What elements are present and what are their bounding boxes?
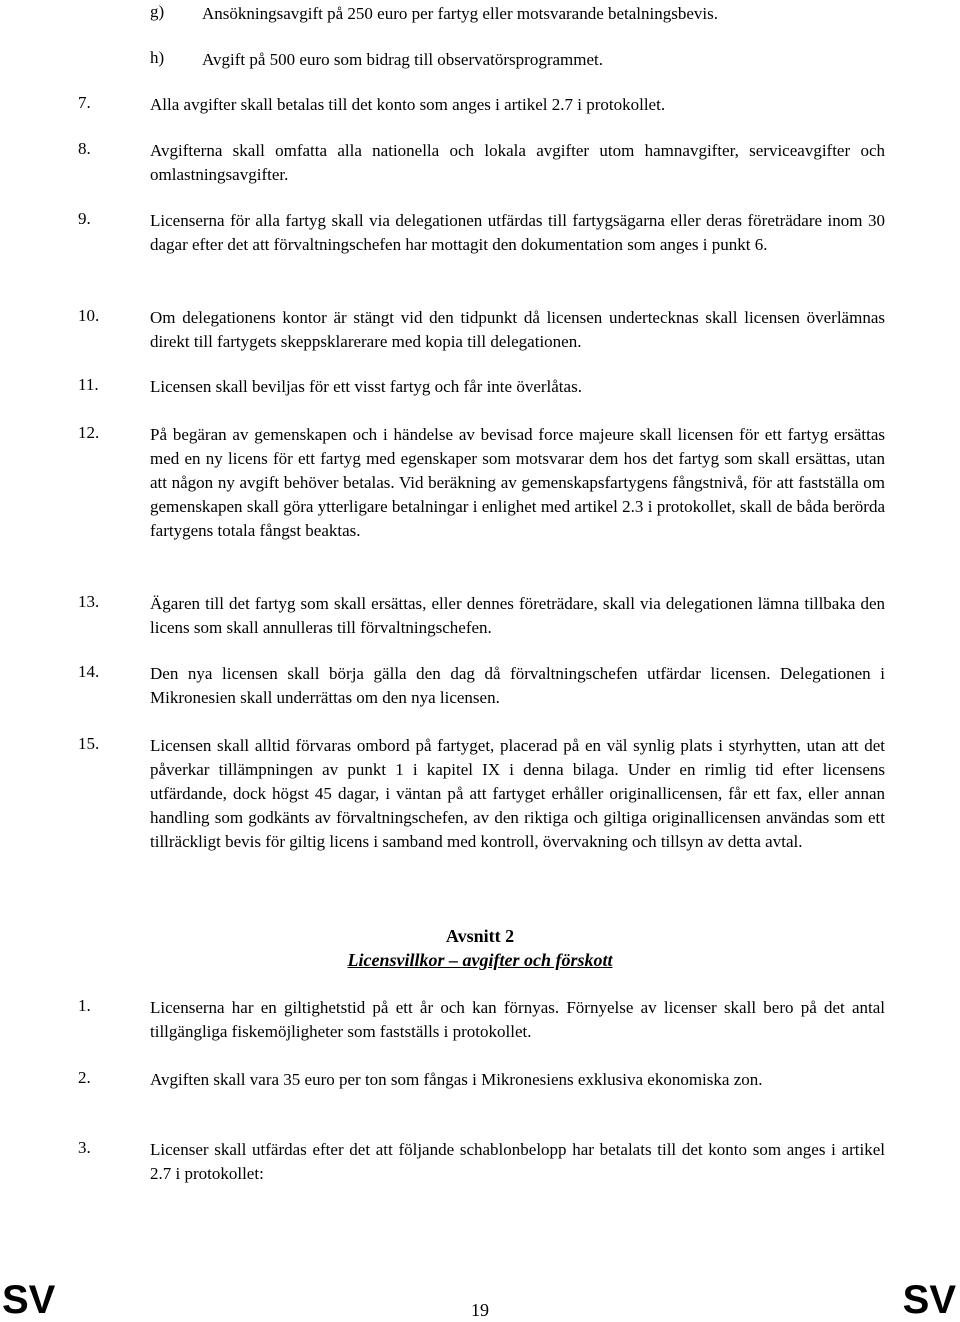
item-number: 8. bbox=[78, 139, 91, 158]
item-text: Avgifterna skall omfatta alla nationella och lokala avgifter utom hamnavgifter, serviceavgifter och omlastningsavgifter. bbox=[150, 141, 885, 184]
item-text: Ägaren till det fartyg som skall ersättas, eller dennes företrädare, skall via delegationen lämna tillbaka den licens som skall annulleras till förvaltningschefen. bbox=[150, 594, 885, 637]
item-number: 12. bbox=[78, 423, 100, 442]
item-number: 15. bbox=[78, 734, 100, 753]
item-text: Licensen skall beviljas för ett visst fartyg och får inte överlåtas. bbox=[150, 377, 582, 396]
item-text: Licenserna har en giltighetstid på ett år och kan förnyas. Förnyelse av licenser skall bero på det antal tillgängliga fiskemöjligheter som fastställs i protokollet. bbox=[150, 998, 885, 1041]
item-text: Licenser skall utfärdas efter det att följande schablonbelopp har betalats till det konto som anges i artikel 2.7 i protokollet: bbox=[150, 1140, 885, 1183]
item-text: Den nya licensen skall börja gälla den dag då förvaltningschefen utfärdar licensen. Delegationen i Mikronesien skall underrättas om den nya licensen. bbox=[150, 664, 885, 707]
item-text: Avgift på 500 euro som bidrag till observatörsprogrammet. bbox=[202, 50, 603, 69]
item-text: Om delegationens kontor är stängt vid den tidpunkt då licensen undertecknas skall licensen överlämnas direkt till fartygets skeppsklarerare med kopia till delegationen. bbox=[150, 308, 885, 351]
item-number: 9. bbox=[78, 209, 91, 228]
section-title: Avsnitt 2 bbox=[445, 926, 515, 946]
item-text: Alla avgifter skall betalas till det konto som anges i artikel 2.7 i protokollet. bbox=[150, 95, 666, 114]
item-number: 10. bbox=[78, 306, 100, 325]
section-subtitle-wrap bbox=[0, 950, 960, 971]
item-number: 3. bbox=[78, 1138, 91, 1157]
item-number: 1. bbox=[78, 996, 91, 1015]
item-number: h) bbox=[150, 48, 165, 67]
item-number: g) bbox=[150, 2, 165, 21]
section-subtitle: Licensvillkor – avgifter och förskott bbox=[347, 950, 613, 970]
item-text: Ansökningsavgift på 250 euro per fartyg eller motsvarande betalningsbevis. bbox=[202, 4, 719, 23]
item-number: 7. bbox=[78, 93, 91, 112]
item-number: 13. bbox=[78, 592, 100, 611]
item-text: På begäran av gemenskapen och i händelse av bevisad force majeure skall licensen för ett fartyg ersättas med en ny licens för ett fartyg med egenskaper som motsvarar dem hos det fartyg som skall ersättas, utan att någon ny avgift behöver betalas. Vid beräkning av gemenskapsfartygens fångstnivå, för att fastställa om gemenskapen skall göra ytterligare betalningar i enlighet med artikel 2.3 i protokollet, skall de båda berörda fartygens totala fångst beaktas. bbox=[150, 425, 885, 540]
item-number: 2. bbox=[78, 1068, 91, 1087]
item-text: Licensen skall alltid förvaras ombord på fartyget, placerad på en väl synlig plats i styrhytten, utan att det påverkar tillämpningen av punkt 1 i kapitel IX i denna bilaga. Under en rimlig tid efter licensens utfärdande, dock högst 45 dagar, i väntan på att fartyget erhåller originallicensen, får ett fax, eller annan handling som godkänts av förvaltningschefen, av den riktiga och giltiga originallicensen användas som ett tillräckligt bevis för giltig licens i samband med kontroll, övervakning och tillsyn av detta avtal. bbox=[150, 736, 885, 851]
item-number: 11. bbox=[78, 375, 99, 394]
item-number: 14. bbox=[78, 662, 100, 681]
language-code-left: SV bbox=[2, 1278, 56, 1322]
item-text: Licenserna för alla fartyg skall via delegationen utfärdas till fartygsägarna eller deras företrädare inom 30 dagar efter det att förvaltningschefen har mottagit den dokumentation som anges i punkt 6. bbox=[150, 211, 885, 254]
page-number: 19 bbox=[471, 1300, 489, 1320]
language-code-right: SV bbox=[902, 1278, 956, 1322]
item-text: Avgiften skall vara 35 euro per ton som fångas i Mikronesiens exklusiva ekonomiska zon. bbox=[150, 1070, 763, 1089]
